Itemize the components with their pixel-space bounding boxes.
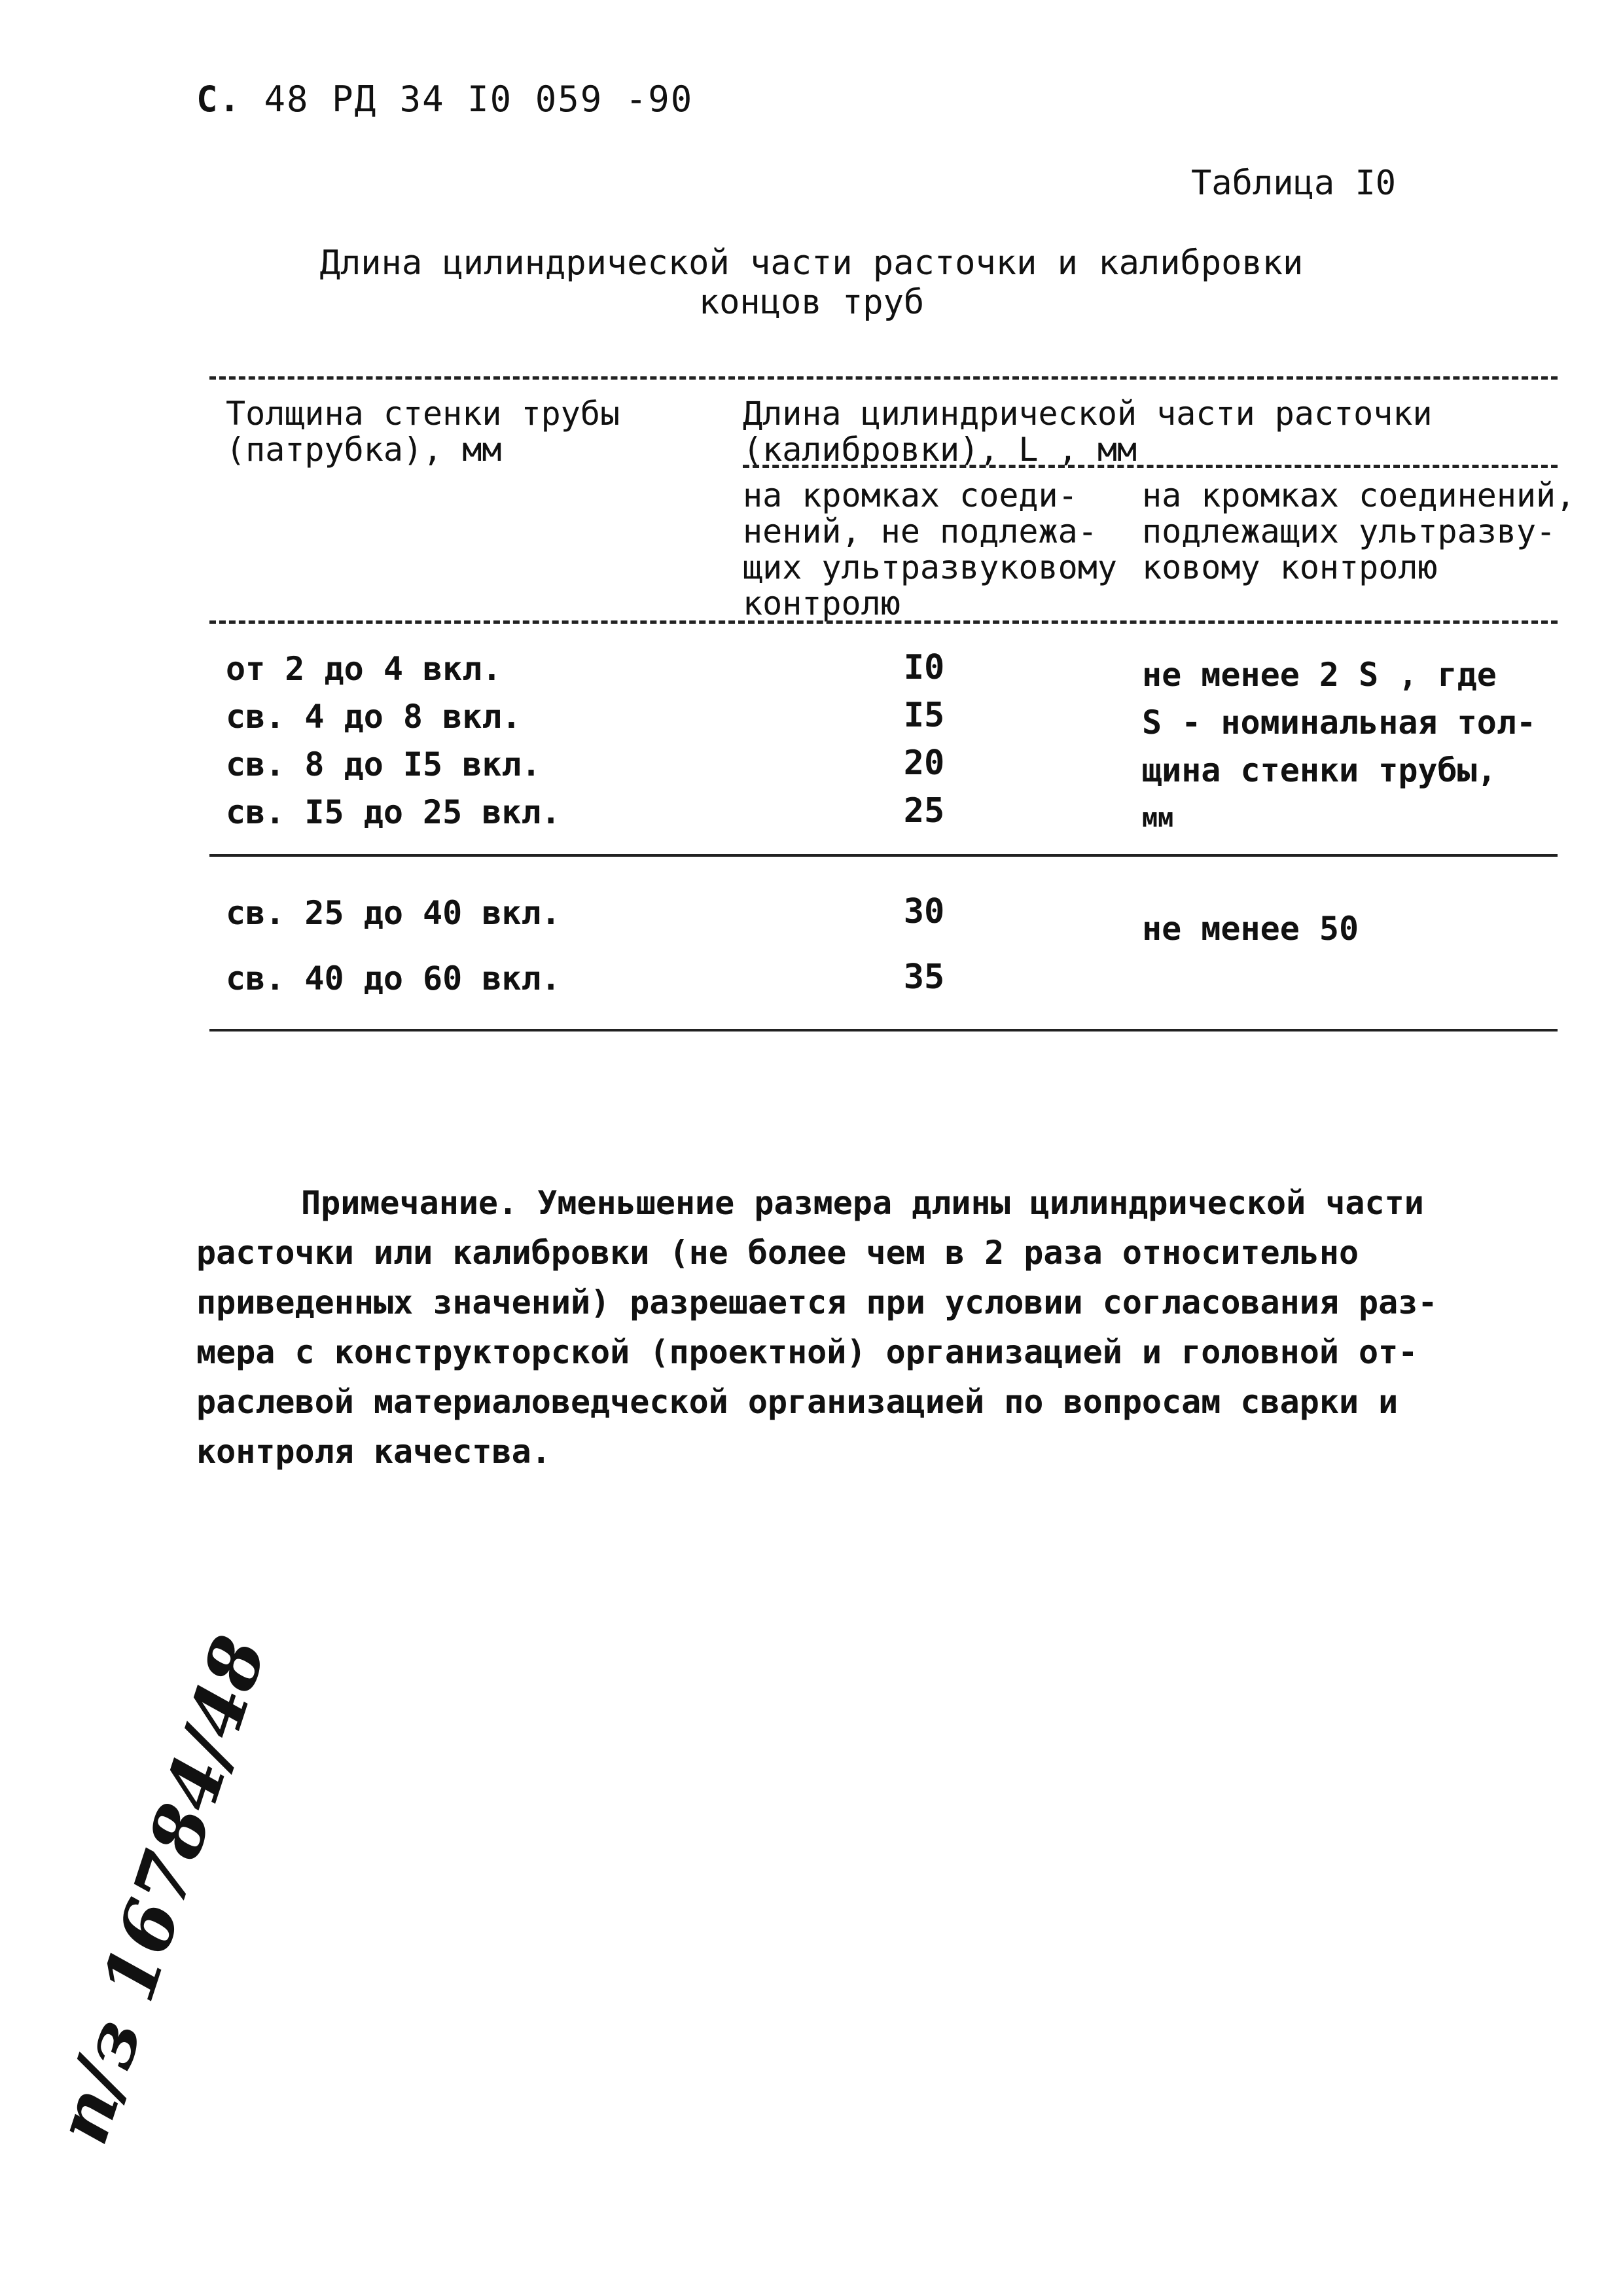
table-top-rule (209, 376, 1558, 380)
table-bottom-rule (209, 1029, 1558, 1031)
page-header (196, 79, 693, 120)
table-row-thickness: от 2 до 4 вкл. (226, 650, 502, 688)
group1-ut-value (1142, 651, 1536, 842)
sub-header-ut (1142, 478, 1575, 586)
group-header (743, 396, 1433, 468)
ut-value-line: S - номинальная тол- (1142, 704, 1537, 742)
sub-header-no-ut (743, 478, 1117, 622)
sub-header-line: на кромках соеди- (743, 476, 1078, 514)
sub-header-line: на кромках соединений, (1142, 476, 1576, 514)
note-line: контроля качества. (196, 1433, 551, 1471)
table-row-length: I5 (903, 696, 945, 735)
note-line: приведенных значений) разрешается при условии согласования раз- (196, 1283, 1438, 1321)
table-row-thickness: св. I5 до 25 вкл. (226, 793, 561, 831)
ut-value-line: мм (1142, 803, 1174, 833)
document-code: РД 34 I0 059 -90 (332, 79, 694, 120)
table-row-length: I0 (903, 648, 945, 687)
table-row-thickness: св. 8 до I5 вкл. (226, 745, 541, 783)
table-row-thickness: св. 40 до 60 вкл. (226, 960, 561, 997)
ut-value-line: не менее 2 S , где (1142, 656, 1497, 694)
header-bottom-rule (209, 620, 1558, 624)
group-header-line: (калибровки), L , мм (743, 431, 1137, 469)
table-row-length: 35 (903, 958, 945, 997)
note-line: Примечание. Уменьшение размера длины цилиндрической части (301, 1184, 1424, 1222)
table-row-length: 30 (903, 892, 945, 931)
table-row-length: 20 (903, 744, 945, 783)
sub-header-line: ковому контролю (1142, 548, 1438, 586)
table-row-thickness: св. 4 до 8 вкл. (226, 698, 522, 736)
sub-header-line: подлежащих ультразву- (1142, 512, 1556, 550)
group-separator-rule (209, 854, 1558, 857)
col1-header-line: (патрубка), мм (226, 431, 502, 469)
group2-ut-value: не менее 50 (1142, 910, 1359, 948)
ut-value-line: щина стенки трубы, (1142, 751, 1497, 789)
title-line-2: концов труб (698, 283, 925, 322)
table-row-length: 25 (903, 791, 945, 831)
note-line: раслевой материаловедческой организацией по вопросам сварки и (196, 1383, 1399, 1421)
note-line: мера с конструкторской (проектной) организацией и головной от- (196, 1333, 1418, 1371)
group-header-rule (743, 465, 1558, 468)
table-note (196, 1178, 1453, 1477)
handwritten-inventory-mark: п/з 16784/48 (39, 1626, 283, 2153)
table-label: Таблица I0 (1191, 164, 1397, 203)
table-row-thickness: св. 25 до 40 вкл. (226, 894, 561, 932)
sub-header-line: нений, не подлежа- (743, 512, 1097, 550)
group-header-line: Длина цилиндрической части расточки (743, 395, 1433, 433)
sub-header-line: контролю (743, 584, 901, 622)
table-title (196, 243, 1427, 322)
col1-header-line: Толщина стенки трубы (226, 395, 620, 433)
page-number: 48 (264, 79, 310, 120)
page-prefix: С. (196, 79, 242, 120)
sub-header-line: щих ультразвуковому (743, 548, 1117, 586)
title-line-1: Длина цилиндрической части расточки и калибровки (319, 243, 1304, 283)
note-line: расточки или калибровки (не более чем в 2 раза относительно (196, 1234, 1359, 1272)
col1-header (226, 396, 620, 468)
